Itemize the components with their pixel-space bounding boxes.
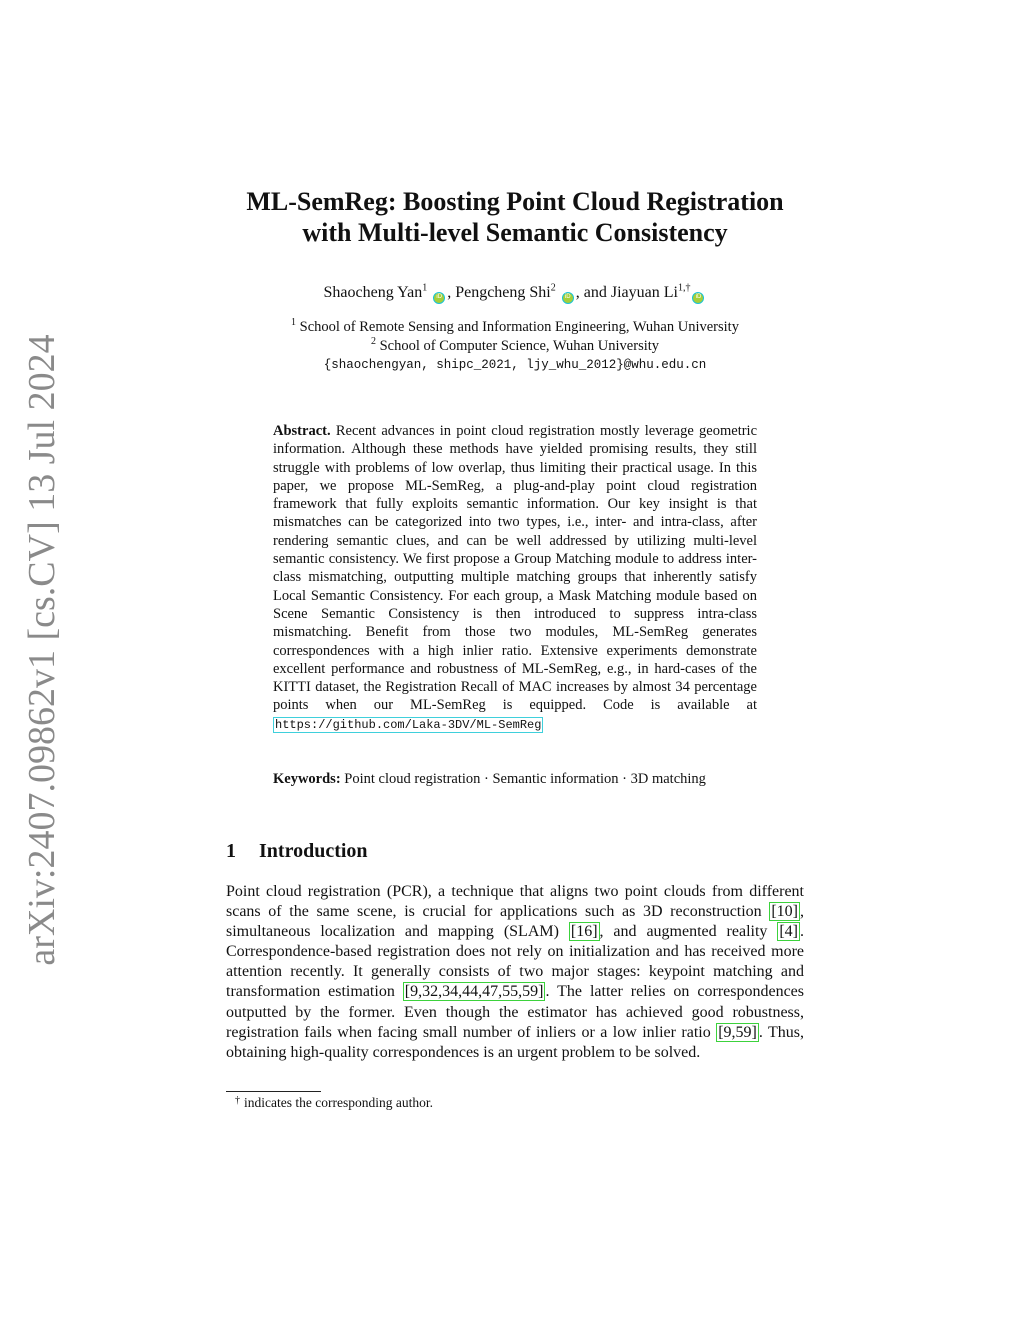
intro-text: Point cloud registration (PCR), a technique that aligns two point clouds from different scans of the same scene, is crucial for applications such as 3D reconstruction	[226, 883, 804, 921]
footnote	[226, 1095, 433, 1111]
author-list	[190, 283, 840, 304]
citation-link[interactable]: [4]	[779, 923, 798, 941]
section-title: Introduction	[259, 840, 368, 862]
keywords-text: Point cloud registration · Semantic information · 3D matching	[344, 771, 706, 787]
author-separator: , and	[575, 284, 611, 301]
intro-paragraph	[226, 882, 804, 1063]
intro-text: . Correspondence-based registration does not rely on initialization and has received more attention recently. It generally consists of two major stages: keypoint matching and transformation estimation	[226, 923, 804, 1001]
intro-text: . Thus, obtaining high-quality correspondences is an urgent problem to be solved.	[226, 1023, 804, 1061]
footnote-text: indicates the corresponding author.	[244, 1095, 433, 1110]
paper-title	[190, 186, 840, 248]
code-link[interactable]: https://github.com/Laka-3DV/ML-SemReg	[275, 717, 542, 732]
affiliation-text: School of Remote Sensing and Information Engineering, Wuhan University	[299, 319, 739, 335]
citation-link[interactable]: [10]	[771, 903, 798, 921]
intro-text: , and augmented reality	[599, 923, 778, 941]
affiliations	[190, 318, 840, 375]
author-emails: {shaochengyan, shipc_2021, ljy_whu_2012}@whu.edu.cn	[323, 358, 707, 372]
title-line-2: with Multi-level Semantic Consistency	[302, 218, 728, 247]
author-affil-sup: 1	[422, 282, 428, 294]
footnote-mark: †	[235, 1095, 240, 1106]
orcid-icon[interactable]	[433, 292, 445, 304]
keywords	[273, 770, 757, 788]
arxiv-identifier: arXiv:2407.09862v1 [cs.CV] 13 Jul 2024	[21, 334, 63, 966]
author-name: Jiayuan Li	[610, 284, 678, 301]
author-separator: ,	[447, 284, 456, 301]
citation-link[interactable]: [9,59]	[718, 1023, 757, 1041]
section-number: 1	[226, 840, 236, 862]
abstract	[273, 422, 757, 734]
affiliation-sup: 1	[291, 317, 297, 329]
abstract-text: Recent advances in point cloud registration mostly leverage geometric information. Although these methods have yielded promising results, they still struggle with problems of low overlap, thus limiting their practical usage. In this paper, we propose ML-SemReg, a plug-and-play point cloud registration framework that fully exploits semantic information. Our key insight is that mismatches can be categorized into two types, i.e., inter- and intra-class, after rendering semantic clues, and can be well addressed by utilizing multi-level semantic consistency. We first propose a Group Matching module to address inter-class mismatching, outputting multiple matching groups that inherently satisfy Local Semantic Consistency. For each group, a Mask Matching module based on Scene Semantic Consistency is then introduced to suppress intra-class mismatching. Benefit from those two modules, ML-SemReg generates correspondences with a high inlier ratio. Extensive experiments demonstrate excellent performance and robustness of ML-SemReg, e.g., in hard-cases of the KITTI dataset, the Registration Recall of MAC increases by almost 34 percentage points when our ML-SemReg is equipped. Code is available at	[273, 423, 758, 714]
citation-link[interactable]: [16]	[570, 923, 598, 941]
footnote-rule	[226, 1091, 321, 1092]
intro-text: , simultaneous localization and mapping (SLAM)	[226, 903, 804, 941]
author-name: Shaocheng Yan	[323, 284, 423, 301]
citation-link[interactable]: [9,32,34,44,47,55,59]	[404, 983, 544, 1001]
orcid-icon[interactable]	[562, 292, 574, 304]
orcid-icon[interactable]	[692, 292, 704, 304]
section-heading	[226, 840, 368, 863]
keywords-label: Keywords:	[273, 771, 341, 787]
affiliation-1	[190, 318, 840, 337]
affiliation-2	[190, 337, 840, 356]
author-affil-sup: 2	[550, 282, 556, 294]
author-name: Pengcheng Shi	[455, 284, 551, 301]
intro-text: . The latter relies on correspondences outputted by the former. Even though the estimator has achieved good robustness, registration fails when facing small number of inliers or a low inlier ratio	[226, 983, 805, 1041]
affiliation-sup: 2	[370, 336, 376, 348]
affiliation-text: School of Computer Science, Wuhan University	[379, 338, 660, 354]
abstract-label: Abstract.	[273, 423, 331, 439]
title-line-1: ML-SemReg: Boosting Point Cloud Registration	[246, 187, 784, 216]
author-affil-sup: 1,†	[677, 282, 691, 294]
